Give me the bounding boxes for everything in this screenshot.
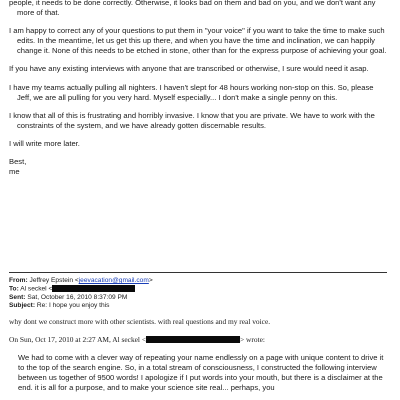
paragraph-5: I will write more later. <box>9 138 80 148</box>
sent-date: Sat, October 16, 2010 8:37:09 PM <box>27 294 128 302</box>
quote-attribution: On Sun, Oct 17, 2010 at 2:27 AM, Al seckel < > wrote: <box>9 335 265 344</box>
redaction-box <box>52 285 135 292</box>
sent-line: Sent: Sat, October 16, 2010 8:37:09 PM <box>9 294 128 302</box>
paragraph-4: I know that all of this is frustrating and horribly invasive. I know that you are private. We have to work with the constraints of the system, and we have already gotten discernable results. <box>9 110 375 130</box>
from-email-link[interactable]: jeevacation@gmail.com <box>78 277 149 284</box>
email-header <box>9 277 389 311</box>
paragraph-3: I have my teams actually pulling all nighters. I haven't slept for 48 hours working non-stop on this. So, please Jeff, we are all pulling for you very hard. Myself especially... I don't make a single penny on this. <box>9 82 374 102</box>
closing: Best, <box>9 157 27 167</box>
from-name: Jeffrey Epstein <box>29 277 74 284</box>
paragraph-1: I am happy to correct any of your questions to put them in "your voice" if you want to take the time to make such edits. In the meantime, let us get this up there, and when you have the time and inclination, we can happily change it. None of this needs to be etched in stone, other than for the express purpose of achieving your goal. <box>9 26 387 56</box>
from-line: From: Jeffrey Epstein <jeevacation@gmail.com> <box>9 277 153 284</box>
subject-line: Subject: Re: I hope you enjoy this <box>9 302 110 310</box>
subject-value: Re: I hope you enjoy this <box>36 302 110 310</box>
paragraph-0: people, it needs to be done correctly. Otherwise, it looks bad on them and bad on you, and we don't want any more of that. <box>9 0 376 18</box>
header-divider <box>9 272 387 273</box>
paragraph-2: If you have any existing interviews with anyone that are transcribed or otherwise, I sure would need it asap. <box>9 64 369 74</box>
to-name: Al seckel <box>20 285 47 293</box>
letter-body <box>9 0 387 177</box>
quoted-message: We had to come with a clever way of repeating your name endlessly on a page with unique content to drive it to the top of the search engine. So, in a total stream of consciousness, I constructed the following interview between us together of 9500 words! I apologize if I put words into your mouth, but there is a disclaimer at the end. it is all for a purpose, and to make your science site real... perhaps, you <box>18 353 384 393</box>
reply-text: why dont we construct more with other scientists. with real questions and my real voice. <box>9 317 271 326</box>
to-line: To: Al seckel < <box>9 285 389 294</box>
signature: me <box>9 167 20 177</box>
redaction-box <box>146 336 240 343</box>
